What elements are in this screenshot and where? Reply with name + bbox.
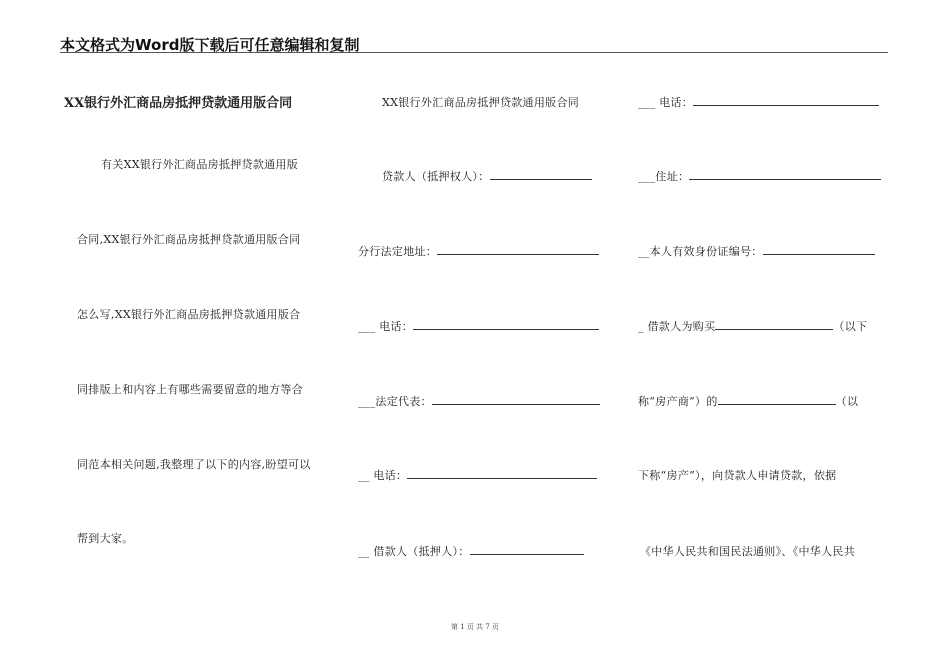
lender-label: 贷款人（抵押权人）：	[382, 170, 490, 183]
lender-phone-blank[interactable]	[413, 319, 599, 330]
borrower-phone-field	[638, 94, 879, 110]
page-header: 本文格式为Word版下载后可任意编辑和复制	[60, 36, 360, 54]
body-line-2: 合同,XX银行外汇商品房抵押贷款通用版合同	[77, 233, 301, 246]
page-number: 第 1 页 共 7 页	[450, 623, 500, 631]
branch-address-field	[358, 243, 599, 259]
borrower-phone-label: ___ 电话：	[638, 96, 694, 109]
property-line: 下称“房产”），向贷款人申请贷款，依据	[638, 469, 837, 482]
id-number-label: __本人有效身份证编号：	[638, 245, 763, 258]
branch-address-label: 分行法定地址：	[358, 245, 438, 258]
developer-blank[interactable]	[718, 394, 836, 405]
column-2-title: XX银行外汇商品房抵押贷款通用版合同	[382, 96, 580, 109]
purchase-blank[interactable]	[715, 319, 833, 330]
body-line-4: 同排版上和内容上有哪些需要留意的地方等合	[77, 383, 303, 396]
borrower-blank[interactable]	[470, 544, 584, 555]
lender-field	[382, 168, 592, 184]
id-number-field	[638, 243, 875, 259]
borrower-field	[358, 543, 584, 559]
purchase-suffix: （以下	[833, 320, 868, 333]
purchase-line	[638, 318, 867, 334]
legal-rep-phone-label: __ 电话：	[358, 469, 408, 482]
legal-rep-field	[358, 393, 600, 409]
lender-phone-field	[358, 318, 599, 334]
legal-rep-phone-blank[interactable]	[407, 468, 597, 479]
developer-label: 称“房产商”）的	[638, 395, 718, 408]
legal-rep-phone-field	[358, 467, 597, 483]
lender-blank[interactable]	[490, 169, 592, 180]
legal-rep-label: ___法定代表：	[358, 395, 432, 408]
body-line-3: 怎么写,XX银行外汇商品房抵押贷款通用版合	[77, 308, 301, 321]
purchase-label: _ 借款人为购买	[638, 320, 716, 333]
developer-suffix: （以	[835, 395, 859, 408]
borrower-address-blank[interactable]	[689, 169, 881, 180]
borrower-label: __ 借款人（抵押人）：	[358, 545, 470, 558]
id-number-blank[interactable]	[763, 244, 875, 255]
body-line-1: 有关XX银行外汇商品房抵押贷款通用版	[101, 158, 299, 171]
header-divider	[60, 52, 888, 53]
borrower-phone-blank[interactable]	[693, 95, 879, 106]
developer-line	[638, 393, 858, 409]
branch-address-blank[interactable]	[437, 244, 599, 255]
legal-rep-blank[interactable]	[432, 394, 600, 405]
contract-title: XX银行外汇商品房抵押贷款通用版合同	[64, 96, 293, 111]
lender-phone-label: ___ 电话：	[358, 320, 414, 333]
body-line-5: 同范本相关问题,我整理了以下的内容,盼望可以	[77, 458, 311, 471]
borrower-address-field	[638, 168, 881, 184]
law-reference-line: 《中华人民共和国民法通则》、《中华人民共	[640, 545, 855, 558]
body-line-6: 帮到大家。	[77, 532, 134, 545]
borrower-address-label: ___住址：	[638, 170, 690, 183]
